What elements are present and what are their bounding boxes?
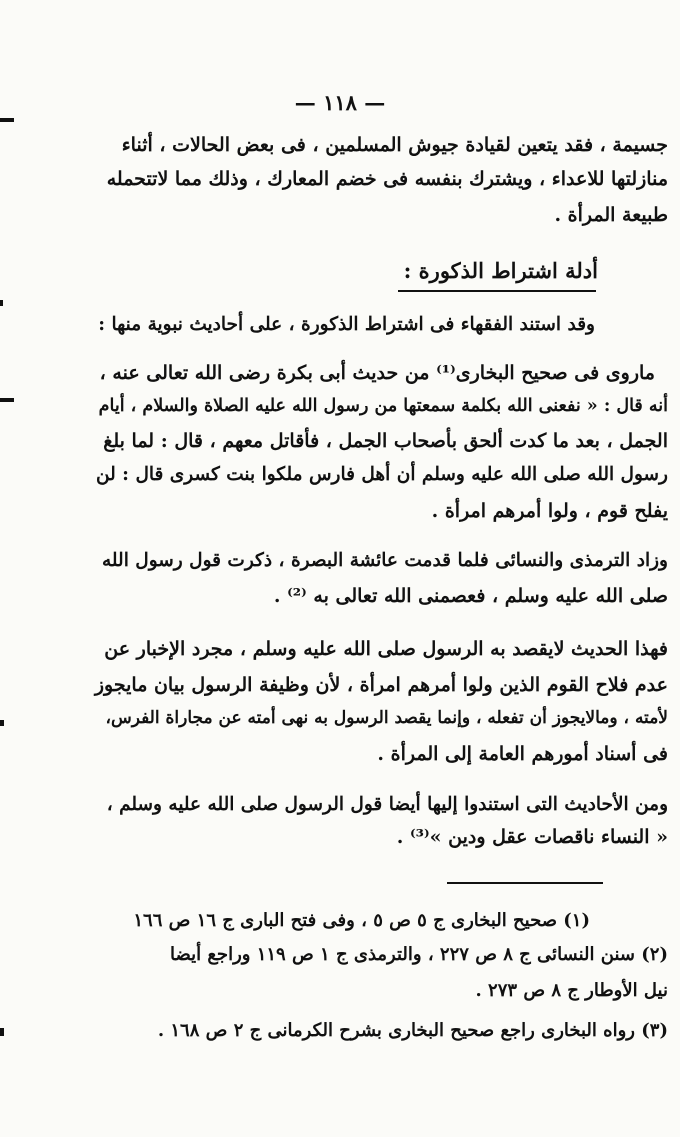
scan-edge-mark <box>0 1028 4 1036</box>
paragraph-line: ومن الأحاديث التى استندوا إليها أيضا قول الرسول صلى الله عليه وسلم ، <box>106 794 668 815</box>
paragraph-line: لأمته ، ومالايجوز أن تفعله ، وإنما يقصد الرسول به نهى أمته عن مجاراة الفرس، <box>105 708 668 728</box>
intro-line: طبيعة المرأة . <box>554 204 668 226</box>
page-number: — ١١٨ — <box>294 90 386 115</box>
scan-edge-mark <box>0 398 14 402</box>
paragraph-line: الجمل ، بعد ما كدت ألحق بأصحاب الجمل ، فأقاتل معهم ، قال : لما بلغ <box>103 430 668 452</box>
heading-underline <box>398 290 596 292</box>
paragraph-line: ماروى فى صحيح البخارى⁽¹⁾ من حديث أبى بكرة رضى الله تعالى عنه ، <box>99 362 655 384</box>
scan-edge-mark <box>0 300 3 306</box>
intro-line: جسيمة ، فقد يتعين لقيادة جيوش المسلمين ، فى بعض الحالات ، أثناء <box>121 134 668 156</box>
footnote-separator <box>447 882 603 884</box>
scan-edge-mark <box>0 720 4 726</box>
intro-line: منازلتها للاعداء ، ويشترك بنفسه فى خضم المعارك ، وذلك مما لاتتحمله <box>106 168 668 190</box>
footnote: (١) صحيح البخارى ج ٥ ص ٥ ، وفى فتح البارى ج ١٦ ص ١٦٦ <box>133 910 590 931</box>
paragraph-line: صلى الله عليه وسلم ، فعصمنى الله تعالى به ⁽²⁾ . <box>273 585 668 607</box>
paragraph-line: عدم فلاح القوم الذين ولوا أمرهم امرأة ، لأن وظيفة الرسول بيان مايجوز <box>94 674 668 696</box>
paragraph-line: أنه قال : « نفعنى الله بكلمة سمعتها من رسول الله عليه الصلاة والسلام ، أيام <box>98 396 668 416</box>
paragraph-line: وقد استند الفقهاء فى اشتراط الذكورة ، على أحاديث نبوية منها : <box>98 314 595 335</box>
scan-edge-mark <box>0 118 14 122</box>
paragraph-line: فى أسناد أمورهم العامة إلى المرأة . <box>377 743 668 765</box>
section-heading: أدلة اشتراط الذكورة : <box>403 258 598 283</box>
paragraph-line: وزاد الترمذى والنسائى فلما قدمت عائشة البصرة ، ذكرت قول رسول الله <box>102 550 668 571</box>
paragraph-line: « النساء ناقصات عقل ودين »⁽³⁾ . <box>396 826 668 848</box>
paragraph-line: يفلح قوم ، ولوا أمرهم امرأة . <box>431 500 668 522</box>
footnote: (٣) رواه البخارى راجع صحيح البخارى بشرح الكرمانى ج ٢ ص ١٦٨ . <box>157 1020 668 1041</box>
paragraph-line: رسول الله صلى الله عليه وسلم أن أهل فارس ملكوا بنت كسرى قال : لن <box>96 464 668 485</box>
paragraph-line: فهذا الحديث لايقصد به الرسول صلى الله عليه وسلم ، مجرد الإخبار عن <box>104 638 668 660</box>
footnote: (٢) سنن النسائى ج ٨ ص ٢٢٧ ، والترمذى ج ١ ص ١١٩ وراجع أيضا <box>169 944 668 965</box>
footnote: نيل الأوطار ج ٨ ص ٢٧٣ . <box>475 980 668 1001</box>
